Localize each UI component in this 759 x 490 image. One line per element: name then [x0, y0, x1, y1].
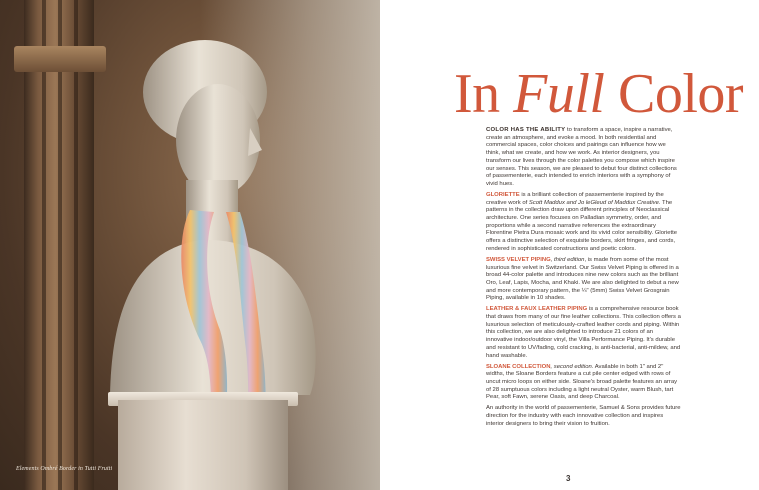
swiss-velvet-edition: , third edition: [550, 256, 585, 263]
leather-paragraph: [486, 306, 681, 360]
gloriette-text-b: . The patterns in the collection draw upon different principles of Neoclassical architecture. One series focuses on Palladian symmetry, order, and proportions while a second narrative references the extraordinary Florentine Pietra Dura mosaic work and its vivid color sensibility. Gloriette offers a distinctive selection of exquisite borders, skirt fringes, and cords, rendered in sophisticated constructions and poetic colors.: [486, 199, 678, 252]
bust-face: [176, 84, 260, 196]
swiss-velvet-paragraph: [486, 257, 681, 303]
pedestal: [118, 400, 288, 490]
page-number: 3: [566, 474, 571, 483]
gloriette-paragraph: [486, 192, 681, 254]
intro-paragraph: [486, 127, 681, 189]
closing-paragraph: An authority in the world of passementerie, Samuel & Sons provides future direction for the industry with each innovative collection and inspires interior designers to bring their vision to fruition.: [486, 405, 681, 427]
intro-text: to transform a space, inspire a narrative, create an atmosphere, and evoke a mood. In both residential and commercial spaces, color choices and pairings can influence how we think, what we create, and how we work. As interior designers, you transform our lives through the color palettes you compose which inspire our senses. This season, we are pleased to debut four distinct collections of passementerie, each intended to enrich interiors with a symphony of vivid hues.: [486, 127, 677, 187]
gloriette-text-a: is a brilliant collection of passementerie inspired by the creative work of: [486, 191, 664, 206]
sloane-text: . Available in both 1" and 2" widths, the Sloane Borders feature a cut pile center edged with rows of uncut micro loops on either side. Sloane's broad palette features an array of 28 sumptuous colors including a light neutral Oyster, warm Blush, tart Pear, soft Fawn, serene Oasis, and deep Charcoal.: [486, 363, 678, 401]
gloriette-italic: Scott Maddux and Jo leGleud of Maddux Creative: [528, 199, 659, 206]
leather-name: LEATHER & FAUX LEATHER PIPING: [486, 306, 588, 313]
headline-part-3: Color: [604, 63, 744, 125]
sloane-paragraph: [486, 364, 681, 403]
page-headline: [454, 63, 744, 125]
swiss-velvet-name: SWISS VELVET PIPING: [486, 256, 551, 263]
photo-caption: Elements Ombré Border in Tutti Frutti: [16, 466, 113, 472]
sloane-name: SLOANE COLLECTION: [486, 363, 551, 370]
headline-part-1: In: [454, 63, 514, 125]
sloane-edition: , second edition: [550, 363, 592, 370]
gloriette-name: GLORIETTE: [486, 191, 520, 198]
swiss-velvet-text: , is made from some of the most luxurious fine velvet in Switzerland. Our Swiss Velvet Piping is offered in a broad 44-color palette and introduces nine new colors such as the brilliant Oro, Leaf, Lapis, Mocha, and Khaki. We are also delighted to debut a new and more contemporary pattern, the ¼" (5mm) Swiss Velvet Grosgrain Piping, available in 10 shades.: [486, 256, 679, 302]
leather-text: is a comprehensive resource book that draws from many of our fine leather collections. This collection offers a luxurious selection of meticulously-crafted leather cords and piping. Within this collection, we are also delighted to introduce 21 colors of an innovative indoor/outdoor vinyl, the Villa Performance Piping. It's durable and resistant to UV/fading, cold cracking, is anti-bacterial, anti-mildew, and hand washable.: [486, 306, 681, 359]
headline-part-2: Full: [513, 63, 605, 125]
article-body: [486, 127, 681, 432]
intro-lead: COLOR HAS THE ABILITY: [486, 127, 566, 133]
